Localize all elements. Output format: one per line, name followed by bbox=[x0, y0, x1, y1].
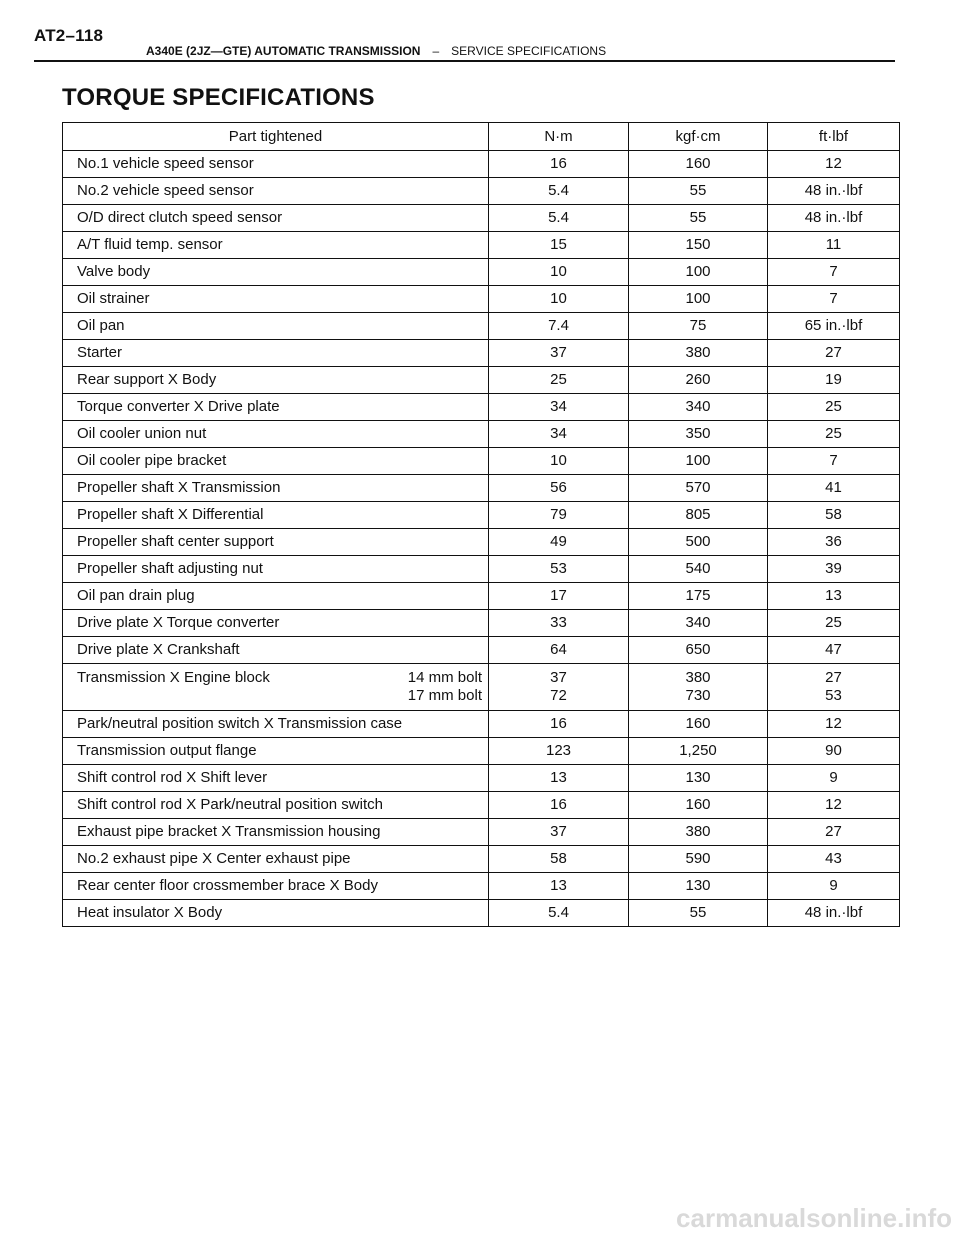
table-cell-nm: 5.4 bbox=[489, 205, 629, 232]
ft-14mm: 27 bbox=[825, 669, 842, 686]
table-cell-kgf: 340 bbox=[629, 610, 768, 637]
section-name: SERVICE SPECIFICATIONS bbox=[451, 44, 607, 58]
table-cell-nm: 10 bbox=[489, 286, 629, 313]
table-cell-kgf: 160 bbox=[629, 792, 768, 819]
table-cell-ft: 47 bbox=[768, 637, 900, 664]
table-cell-ft: 12 bbox=[768, 792, 900, 819]
table-row bbox=[63, 900, 900, 927]
table-cell-ft bbox=[768, 664, 900, 711]
table-cell-part: Propeller shaft X Transmission bbox=[63, 475, 489, 502]
table-cell-ft: 27 bbox=[768, 819, 900, 846]
table-cell-part: Park/neutral position switch X Transmission case bbox=[63, 711, 489, 738]
table-cell-ft: 7 bbox=[768, 448, 900, 475]
table-cell-ft: 13 bbox=[768, 583, 900, 610]
table-cell-nm: 37 bbox=[489, 340, 629, 367]
table-cell-kgf: 500 bbox=[629, 529, 768, 556]
table-cell-kgf: 260 bbox=[629, 367, 768, 394]
table-row bbox=[63, 178, 900, 205]
table-row bbox=[63, 448, 900, 475]
table-cell-nm: 56 bbox=[489, 475, 629, 502]
table-cell-ft: 48 in.·lbf bbox=[768, 205, 900, 232]
table-row bbox=[63, 151, 900, 178]
table-cell-part: O/D direct clutch speed sensor bbox=[63, 205, 489, 232]
table-cell-kgf: 340 bbox=[629, 394, 768, 421]
table-cell-kgf: 590 bbox=[629, 846, 768, 873]
table-cell-part: No.2 vehicle speed sensor bbox=[63, 178, 489, 205]
table-body-engine-block bbox=[63, 664, 900, 711]
table-cell-kgf: 130 bbox=[629, 765, 768, 792]
table-cell-part bbox=[63, 664, 489, 711]
table-cell-nm: 33 bbox=[489, 610, 629, 637]
table-cell-kgf: 380 bbox=[629, 819, 768, 846]
header-separator: – bbox=[432, 44, 440, 58]
header-line bbox=[146, 44, 606, 58]
table-row-engine-block bbox=[63, 664, 900, 711]
table-cell-nm: 25 bbox=[489, 367, 629, 394]
table-cell-ft: 65 in.·lbf bbox=[768, 313, 900, 340]
kgf-14mm: 380 bbox=[685, 669, 711, 686]
table-cell-kgf: 160 bbox=[629, 151, 768, 178]
table-row bbox=[63, 846, 900, 873]
table-cell-part: Rear support X Body bbox=[63, 367, 489, 394]
table-body-upper bbox=[63, 151, 900, 664]
table-row bbox=[63, 232, 900, 259]
table-cell-kgf: 160 bbox=[629, 711, 768, 738]
table-row bbox=[63, 259, 900, 286]
table-row bbox=[63, 475, 900, 502]
table-cell-ft: 12 bbox=[768, 711, 900, 738]
table-cell-part: Oil strainer bbox=[63, 286, 489, 313]
bolt-17mm-label: 17 mm bolt bbox=[407, 687, 482, 704]
ft-17mm: 53 bbox=[825, 687, 842, 704]
table-cell-part: Oil cooler union nut bbox=[63, 421, 489, 448]
table-cell-ft: 27 bbox=[768, 340, 900, 367]
table-cell-ft: 11 bbox=[768, 232, 900, 259]
table-cell-part: Propeller shaft adjusting nut bbox=[63, 556, 489, 583]
table-cell-ft: 48 in.·lbf bbox=[768, 178, 900, 205]
table-row bbox=[63, 738, 900, 765]
engine-block-part: Transmission X Engine block bbox=[77, 669, 270, 686]
table-cell-part: Propeller shaft center support bbox=[63, 529, 489, 556]
table-cell-kgf: 55 bbox=[629, 178, 768, 205]
table-cell-kgf: 100 bbox=[629, 286, 768, 313]
table-cell-nm: 64 bbox=[489, 637, 629, 664]
table-cell-nm: 123 bbox=[489, 738, 629, 765]
table-cell-part: Torque converter X Drive plate bbox=[63, 394, 489, 421]
table-cell-ft: 9 bbox=[768, 765, 900, 792]
table-body-lower bbox=[63, 711, 900, 927]
table-row bbox=[63, 819, 900, 846]
table-cell-kgf bbox=[629, 664, 768, 711]
kgf-17mm: 730 bbox=[685, 687, 711, 704]
table-cell-part: Oil cooler pipe bracket bbox=[63, 448, 489, 475]
table-cell-kgf: 650 bbox=[629, 637, 768, 664]
table-cell-part: No.2 exhaust pipe X Center exhaust pipe bbox=[63, 846, 489, 873]
table-cell-ft: 12 bbox=[768, 151, 900, 178]
engine-block-line-1 bbox=[77, 669, 482, 687]
table-row bbox=[63, 502, 900, 529]
page-header bbox=[34, 24, 895, 62]
bolt-14mm-label: 14 mm bolt bbox=[407, 669, 482, 686]
table-cell-ft: 7 bbox=[768, 286, 900, 313]
column-header-part: Part tightened bbox=[63, 123, 489, 151]
table-row bbox=[63, 313, 900, 340]
table-cell-kgf: 570 bbox=[629, 475, 768, 502]
page-title: TORQUE SPECIFICATIONS bbox=[62, 84, 375, 111]
table-cell-part: Heat insulator X Body bbox=[63, 900, 489, 927]
table-row bbox=[63, 529, 900, 556]
table-cell-part: Valve body bbox=[63, 259, 489, 286]
table-cell-nm: 49 bbox=[489, 529, 629, 556]
table-cell-ft: 43 bbox=[768, 846, 900, 873]
table-cell-nm: 79 bbox=[489, 502, 629, 529]
table-cell-nm: 37 bbox=[489, 819, 629, 846]
column-header-ft: ft·lbf bbox=[768, 123, 900, 151]
table-cell-kgf: 100 bbox=[629, 259, 768, 286]
table-cell-kgf: 380 bbox=[629, 340, 768, 367]
nm-17mm: 72 bbox=[550, 687, 567, 704]
table-cell-nm: 5.4 bbox=[489, 178, 629, 205]
table-cell-part: Transmission output flange bbox=[63, 738, 489, 765]
model-name: A340E (2JZ—GTE) AUTOMATIC TRANSMISSION bbox=[146, 44, 421, 58]
table-cell-nm bbox=[489, 664, 629, 711]
table-cell-part: Propeller shaft X Differential bbox=[63, 502, 489, 529]
table-cell-nm: 10 bbox=[489, 448, 629, 475]
column-header-nm: N·m bbox=[489, 123, 629, 151]
table-cell-kgf: 75 bbox=[629, 313, 768, 340]
table-cell-nm: 7.4 bbox=[489, 313, 629, 340]
table-cell-nm: 53 bbox=[489, 556, 629, 583]
table-cell-part: Shift control rod X Park/neutral position switch bbox=[63, 792, 489, 819]
table-cell-part: No.1 vehicle speed sensor bbox=[63, 151, 489, 178]
table-cell-kgf: 150 bbox=[629, 232, 768, 259]
table-cell-part: Oil pan drain plug bbox=[63, 583, 489, 610]
table-row bbox=[63, 556, 900, 583]
table-cell-kgf: 350 bbox=[629, 421, 768, 448]
table-row bbox=[63, 711, 900, 738]
table-cell-part: Drive plate X Crankshaft bbox=[63, 637, 489, 664]
table-cell-kgf: 130 bbox=[629, 873, 768, 900]
table-cell-ft: 7 bbox=[768, 259, 900, 286]
table-cell-ft: 25 bbox=[768, 421, 900, 448]
table-cell-ft: 48 in.·lbf bbox=[768, 900, 900, 927]
table-cell-nm: 17 bbox=[489, 583, 629, 610]
table-cell-kgf: 1,250 bbox=[629, 738, 768, 765]
table-cell-kgf: 100 bbox=[629, 448, 768, 475]
table-row bbox=[63, 367, 900, 394]
table-cell-part: Shift control rod X Shift lever bbox=[63, 765, 489, 792]
table-cell-part: Rear center floor crossmember brace X Body bbox=[63, 873, 489, 900]
table-cell-part: A/T fluid temp. sensor bbox=[63, 232, 489, 259]
column-header-kgf: kgf·cm bbox=[629, 123, 768, 151]
engine-block-line-2 bbox=[77, 687, 482, 705]
table-cell-nm: 5.4 bbox=[489, 900, 629, 927]
table-cell-kgf: 55 bbox=[629, 900, 768, 927]
table-cell-nm: 16 bbox=[489, 711, 629, 738]
table-cell-ft: 9 bbox=[768, 873, 900, 900]
table-row bbox=[63, 340, 900, 367]
watermark: carmanualsonline.info bbox=[676, 1203, 952, 1233]
table-cell-kgf: 805 bbox=[629, 502, 768, 529]
table-cell-nm: 10 bbox=[489, 259, 629, 286]
table-cell-nm: 34 bbox=[489, 394, 629, 421]
table-cell-part: Oil pan bbox=[63, 313, 489, 340]
table-cell-nm: 13 bbox=[489, 873, 629, 900]
table-row bbox=[63, 792, 900, 819]
table-cell-nm: 13 bbox=[489, 765, 629, 792]
table-row bbox=[63, 421, 900, 448]
table-cell-part: Starter bbox=[63, 340, 489, 367]
table-row bbox=[63, 637, 900, 664]
table-row bbox=[63, 583, 900, 610]
table-cell-kgf: 55 bbox=[629, 205, 768, 232]
table-cell-ft: 39 bbox=[768, 556, 900, 583]
table-cell-nm: 34 bbox=[489, 421, 629, 448]
table-cell-part: Exhaust pipe bracket X Transmission housing bbox=[63, 819, 489, 846]
table-cell-ft: 19 bbox=[768, 367, 900, 394]
table-cell-ft: 90 bbox=[768, 738, 900, 765]
table-row bbox=[63, 873, 900, 900]
table-row bbox=[63, 205, 900, 232]
nm-14mm: 37 bbox=[550, 669, 567, 686]
table-cell-part: Drive plate X Torque converter bbox=[63, 610, 489, 637]
table-cell-ft: 36 bbox=[768, 529, 900, 556]
table-cell-nm: 58 bbox=[489, 846, 629, 873]
table-cell-ft: 58 bbox=[768, 502, 900, 529]
table-cell-ft: 41 bbox=[768, 475, 900, 502]
table-cell-nm: 16 bbox=[489, 792, 629, 819]
table-header-row bbox=[63, 123, 900, 151]
table-row bbox=[63, 610, 900, 637]
table-cell-kgf: 540 bbox=[629, 556, 768, 583]
table-row bbox=[63, 394, 900, 421]
table-cell-nm: 16 bbox=[489, 151, 629, 178]
torque-table bbox=[62, 122, 900, 927]
table-cell-kgf: 175 bbox=[629, 583, 768, 610]
table-row bbox=[63, 765, 900, 792]
table-cell-ft: 25 bbox=[768, 394, 900, 421]
table-row bbox=[63, 286, 900, 313]
table-cell-nm: 15 bbox=[489, 232, 629, 259]
page-number: AT2–118 bbox=[34, 26, 104, 45]
table-cell-ft: 25 bbox=[768, 610, 900, 637]
